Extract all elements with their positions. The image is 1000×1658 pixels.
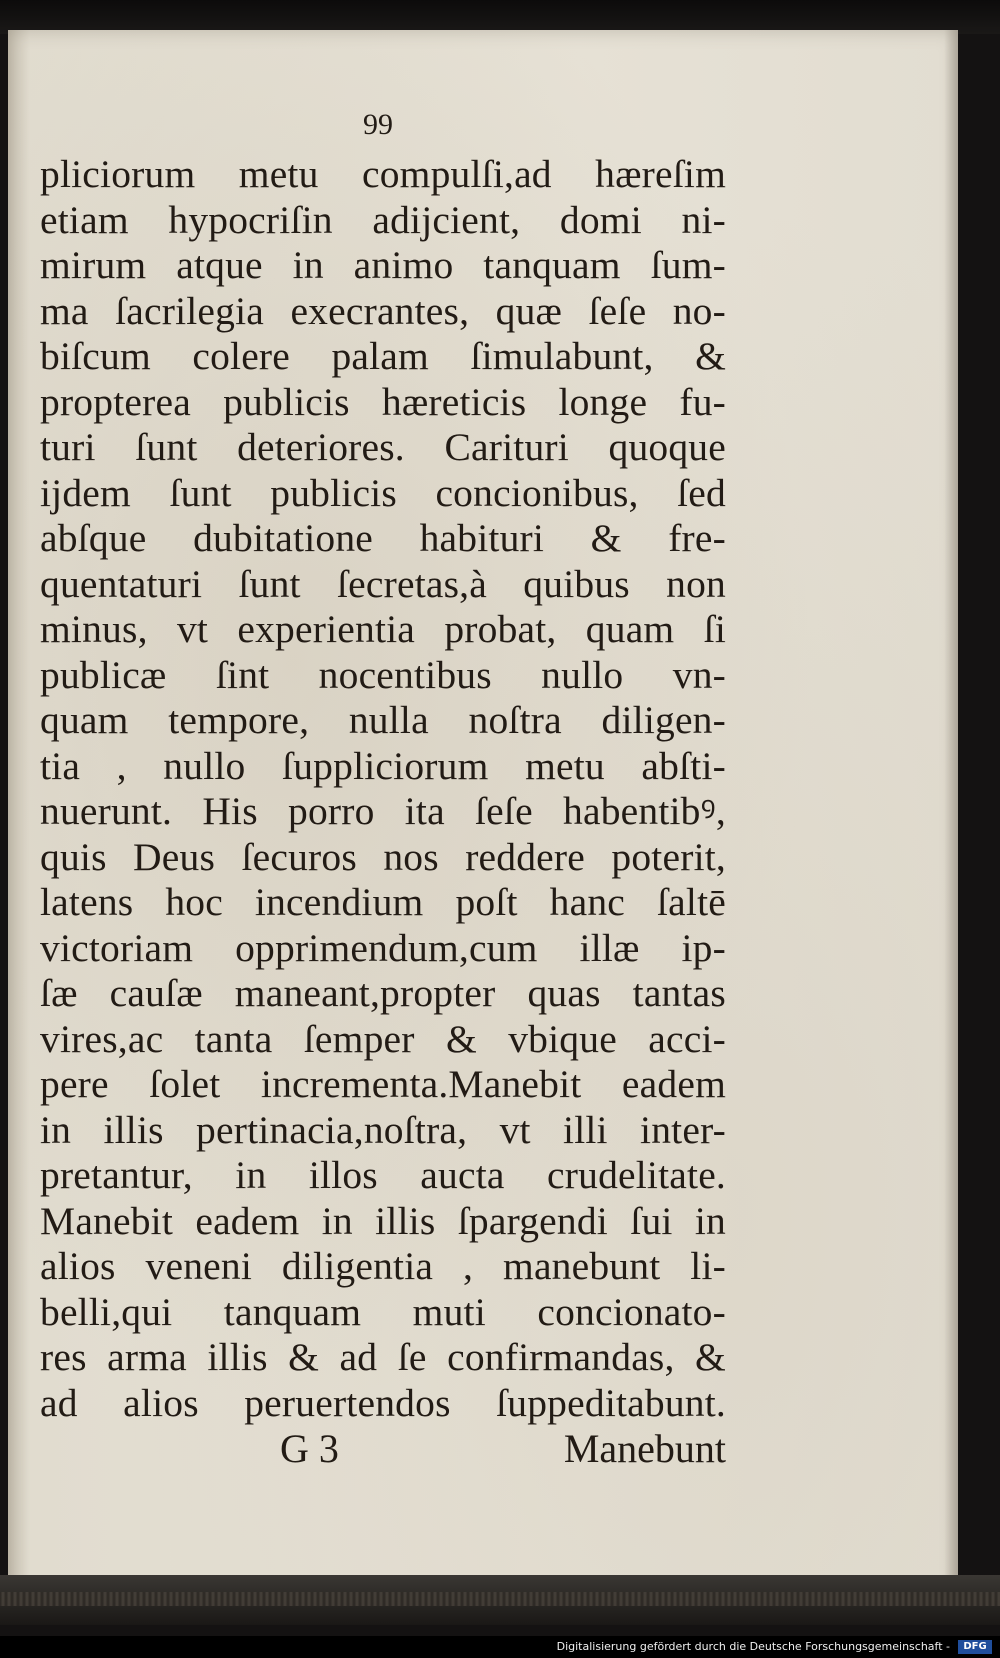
signature-mark: G 3 [280,1426,339,1471]
text-line: nuerunt. His porro ita ſeſe habentibꝰ, [40,789,726,833]
text-line: quis Deus ſecuros nos reddere poterit, [40,834,726,879]
catchword: Manebunt [563,1426,726,1471]
body-text [40,152,726,1426]
text-line: victoriam opprimendum,cum illæ ip- [40,925,726,970]
text-line: turi ſunt deteriores. Carituri quoque [40,425,726,469]
digitization-footer [0,1636,1000,1658]
funding-credit: Digitalisierung gefördert durch die Deutsche Forschungsgemeinschaft - [556,1640,950,1653]
book-binding-edge [0,1592,1000,1606]
text-line: Manebit eadem in illis ſpargendi ſui in [40,1198,726,1243]
text-line: alios veneni diligentia , manebunt li- [40,1244,726,1288]
page-edge-shading [944,30,958,1610]
text-line: abſque dubitatione habituri & fre- [40,516,726,560]
text-line: pretantur, in illos aucta crudelitate. [40,1153,726,1197]
scan-top-border [0,0,1000,34]
text-line: biſcum colere palam ſimulabunt, & [40,334,726,378]
text-line: latens hoc incendium poſt hanc ſaltē [40,880,726,924]
text-line: ſæ cauſæ maneant,propter quas tantas [40,971,726,1015]
text-line: ma ſacrilegia execrantes, quæ ſeſe no- [40,288,726,333]
text-line: vires,ac tanta ſemper & vbique acci- [40,1016,726,1061]
text-line: in illis pertinacia,noſtra, vt illi inter- [40,1107,726,1152]
text-line: publicæ ſint nocentibus nullo vn- [40,652,726,697]
page-foot [280,1426,726,1472]
text-line: tia , nullo ſuppliciorum metu abſti- [40,743,726,788]
text-line: minus, vt experientia probat, quam ſi [40,607,726,651]
dfg-logo: DFG [958,1640,992,1654]
text-line: belli,qui tanquam muti concionato- [40,1289,726,1334]
text-line: quam tempore, nulla noſtra diligen- [40,698,726,742]
text-line: res arma illis & ad ſe confirmandas, & [40,1335,726,1379]
text-line: etiam hypocriſin adijcient, domi ni- [40,197,726,242]
text-line: ijdem ſunt publicis concionibus, ſed [40,470,726,515]
page-number: 99 [363,108,393,141]
text-line: mirum atque in animo tanquam ſum- [40,243,726,287]
text-line: quentaturi ſunt ſecretas,à quibus non [40,561,726,606]
text-line: pere ſolet incrementa.Manebit eadem [40,1062,726,1106]
text-line: ad alios peruertendos ſuppeditabunt. [40,1380,726,1425]
text-line: propterea publicis hæreticis longe fu- [40,379,726,424]
text-line: pliciorum metu compulſi,ad hæreſim [40,152,726,196]
